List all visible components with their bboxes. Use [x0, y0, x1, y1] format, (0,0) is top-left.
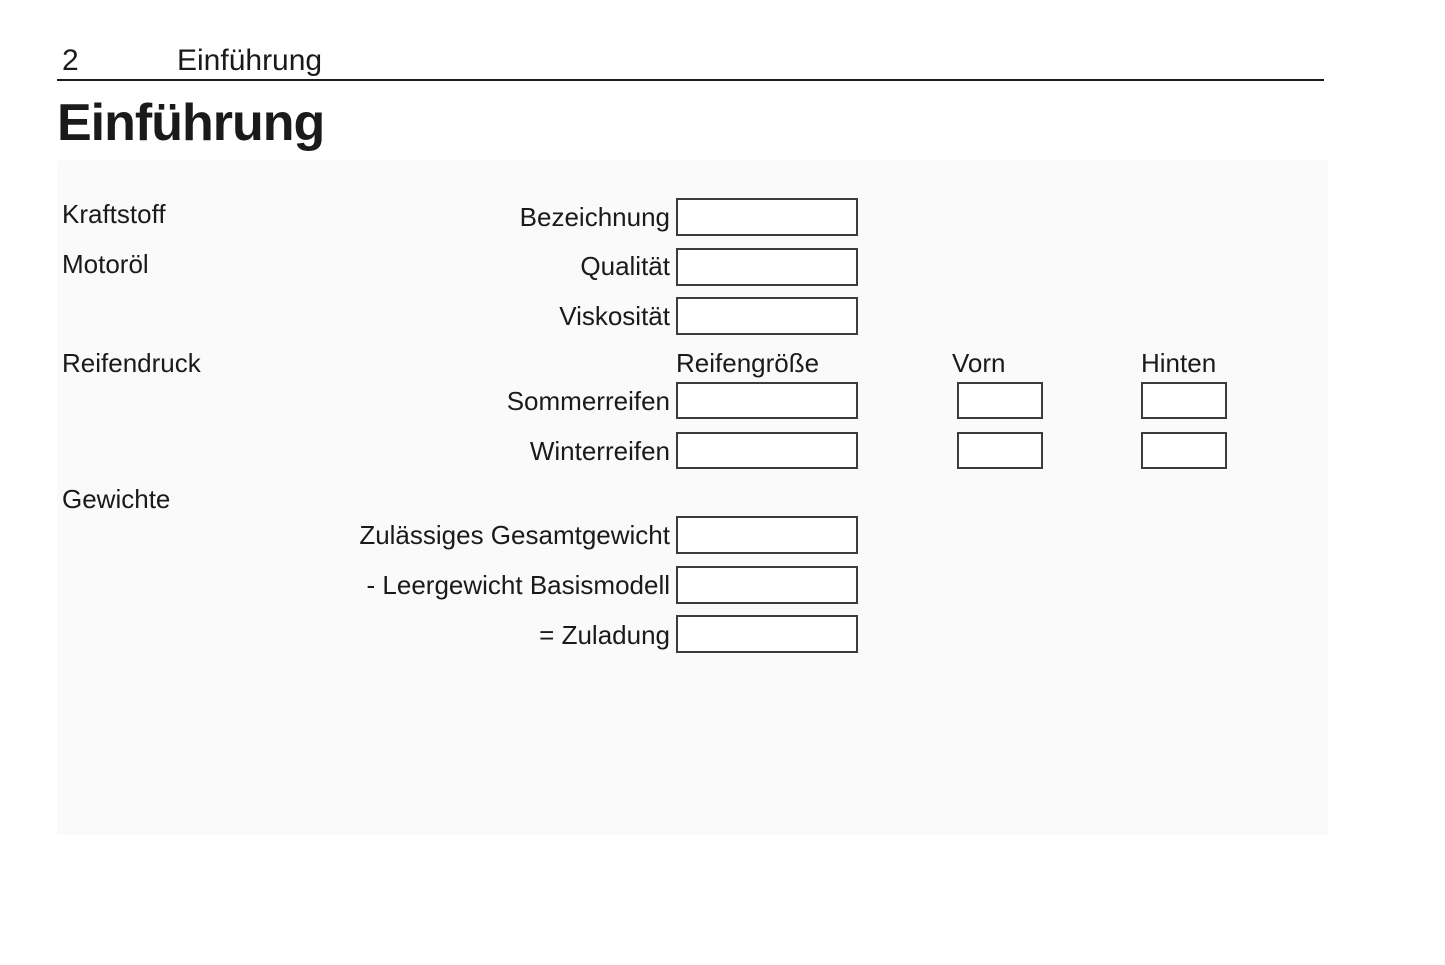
field-label-gesamtgewicht: Zulässiges Gesamtgewicht — [359, 520, 670, 550]
tire-col-header-rear: Hinten — [1141, 348, 1217, 378]
field-box-viskositaet[interactable] — [676, 297, 858, 335]
field-label-zuladung: = Zuladung — [539, 620, 670, 650]
tire-size-box-winterreifen[interactable] — [676, 432, 858, 469]
field-box-bezeichnung[interactable] — [676, 198, 858, 236]
section-label-reifendruck: Reifendruck — [62, 348, 201, 378]
tire-col-header-size: Reifengröße — [676, 348, 820, 378]
section-label-gewichte: Gewichte — [62, 484, 171, 514]
page-number: 2 — [62, 44, 79, 77]
header-rule — [57, 79, 1324, 81]
field-label-winterreifen: Winterreifen — [529, 436, 670, 466]
field-label-leergewicht: - Leergewicht Basismodell — [366, 570, 670, 600]
tire-rear-box-winterreifen[interactable] — [1141, 432, 1227, 469]
field-box-gesamtgewicht[interactable] — [676, 516, 858, 554]
tire-front-box-winterreifen[interactable] — [957, 432, 1043, 469]
field-label-bezeichnung: Bezeichnung — [519, 202, 670, 232]
field-box-leergewicht[interactable] — [676, 566, 858, 604]
field-label-viskositaet: Viskosität — [559, 301, 670, 331]
tire-front-box-sommerreifen[interactable] — [957, 382, 1043, 419]
field-box-qualitaet[interactable] — [676, 248, 858, 286]
tire-rear-box-sommerreifen[interactable] — [1141, 382, 1227, 419]
section-label-motoroel: Motoröl — [62, 249, 149, 279]
field-box-zuladung[interactable] — [676, 615, 858, 653]
tire-size-box-sommerreifen[interactable] — [676, 382, 858, 419]
section-label-kraftstoff: Kraftstoff — [62, 199, 166, 229]
page-title: Einführung — [57, 94, 325, 152]
tire-col-header-front: Vorn — [952, 348, 1006, 378]
running-title: Einführung — [177, 44, 323, 77]
field-label-sommerreifen: Sommerreifen — [506, 386, 670, 416]
field-label-qualitaet: Qualität — [580, 251, 670, 281]
